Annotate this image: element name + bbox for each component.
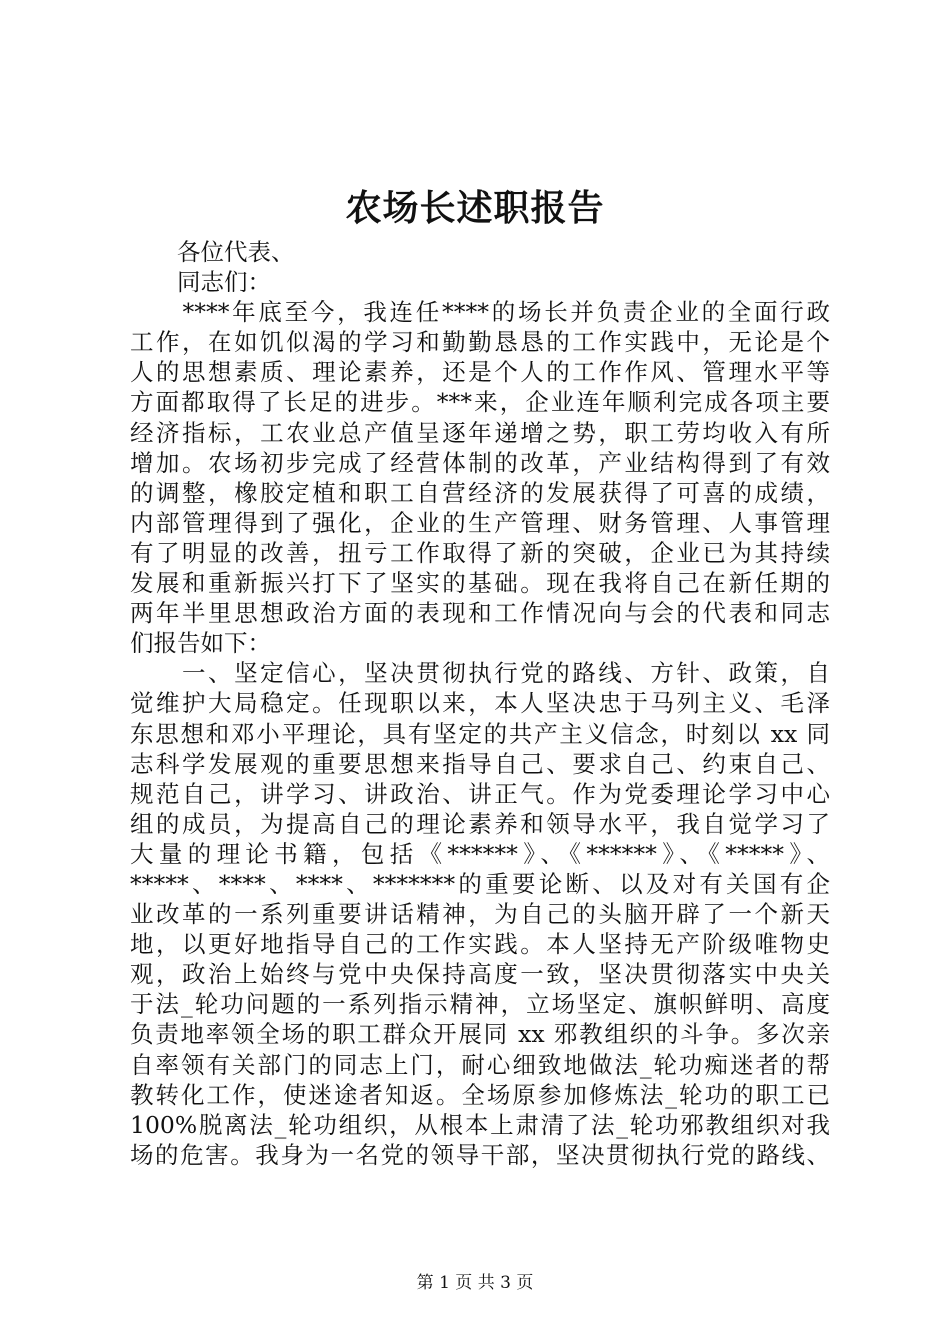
body-line: 一、坚定信心，坚决贯彻执行党的路线、方针、政策，自 xyxy=(130,659,830,688)
document-title: 农场长述职报告 xyxy=(345,187,605,229)
body-line: 规范自己，讲学习、讲政治、讲正气。作为党委理论学习中心 xyxy=(130,779,830,808)
body-line: 觉维护大局稳定。任现职以来，本人坚决忠于马列主义、毛泽 xyxy=(130,689,830,718)
salutation-line: 同志们： xyxy=(177,268,271,297)
body-line: *****、****、****、*******的重要论断、以及对有关国有企 xyxy=(130,869,830,898)
body-line: 经济指标，工农业总产值呈逐年递增之势，职工劳均收入有所 xyxy=(130,418,830,447)
body-line: 地，以更好地指导自己的工作实践。本人坚持无产阶级唯物史 xyxy=(130,930,830,959)
body-line: 发展和重新振兴打下了坚实的基础。现在我将自己在新任期的 xyxy=(130,569,830,598)
body-line: 业改革的一系列重要讲话精神，为自己的头脑开辟了一个新天 xyxy=(130,900,830,929)
body-line: ****年底至今，我连任****的场长并负责企业的全面行政 xyxy=(130,298,830,327)
body-line: 两年半里思想政治方面的表现和工作情况向与会的代表和同志 xyxy=(130,599,830,628)
body-line: 于法_轮功问题的一系列指示精神，立场坚定、旗帜鲜明、高度 xyxy=(130,990,830,1019)
body-line: 场的危害。我身为一名党的领导干部，坚决贯彻执行党的路线、 xyxy=(130,1140,830,1169)
body-line: 教转化工作，使迷途者知返。全场原参加修炼法_轮功的职工已 xyxy=(130,1080,830,1109)
body-line: 志科学发展观的重要思想来指导自己、要求自己、约束自己、 xyxy=(130,749,830,778)
body-line: 东思想和邓小平理论，具有坚定的共产主义信念，时刻以 xx 同 xyxy=(130,719,830,748)
body-line: 自率领有关部门的同志上门，耐心细致地做法_轮功痴迷者的帮 xyxy=(130,1050,830,1079)
document-body xyxy=(130,237,830,1170)
body-line: 大量的理论书籍，包括《******》、《******》、《*****》、 xyxy=(130,839,830,868)
salutation-line: 各位代表、 xyxy=(177,238,295,266)
page-footer: 第 1 页 共 3 页 xyxy=(416,1273,534,1293)
body-line: 增加。农场初步完成了经营体制的改革，产业结构得到了有效 xyxy=(130,448,830,477)
body-line: 工作，在如饥似渴的学习和勤勤恳恳的工作实践中，无论是个 xyxy=(130,328,830,357)
body-line: 内部管理得到了强化，企业的生产管理、财务管理、人事管理 xyxy=(130,508,830,537)
body-paragraphs xyxy=(130,297,830,1170)
body-line: 观，政治上始终与党中央保持高度一致，坚决贯彻落实中央关 xyxy=(130,960,830,989)
body-line: 组的成员，为提高自己的理论素养和领导水平，我自觉学习了 xyxy=(130,809,830,838)
body-line: 负责地率领全场的职工群众开展同 xx 邪教组织的斗争。多次亲 xyxy=(130,1020,830,1049)
body-line: 们报告如下： xyxy=(130,629,271,658)
body-line: 的调整，橡胶定植和职工自营经济的发展获得了可喜的成绩， xyxy=(130,478,830,507)
body-line: 方面都取得了长足的进步。***来，企业连年顺利完成各项主要 xyxy=(130,388,830,417)
body-line: 100%脱离法_轮功组织，从根本上肃清了法_轮功邪教组织对我 xyxy=(130,1110,830,1139)
body-line: 人的思想素质、理论素养，还是个人的工作作风、管理水平等 xyxy=(130,358,830,387)
body-line: 有了明显的改善，扭亏工作取得了新的突破，企业已为其持续 xyxy=(130,538,830,567)
